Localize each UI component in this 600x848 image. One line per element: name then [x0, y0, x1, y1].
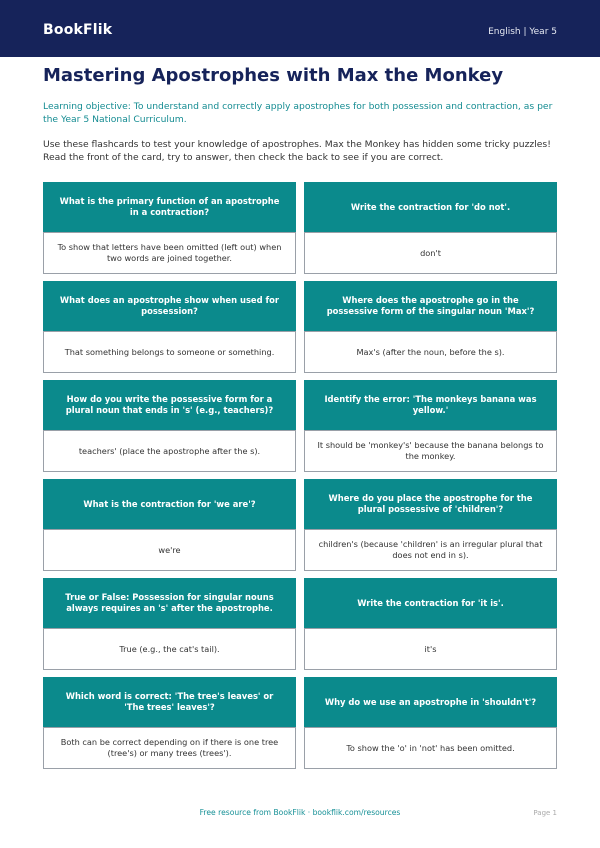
flashcard-back: To show that letters have been omitted (left out) when two words are joined together.	[43, 232, 296, 274]
footer-link[interactable]: Free resource from BookFlik · bookflik.com/resources	[199, 808, 401, 817]
flashcard-front: Which word is correct: 'The tree's leaves' or 'The trees' leaves'?	[43, 677, 296, 727]
flashcard	[304, 281, 557, 373]
flashcard	[43, 479, 296, 571]
flashcard-front: Identify the error: 'The monkeys banana was yellow.'	[304, 380, 557, 430]
brand-logo-text[interactable]: BookFlik	[43, 22, 113, 38]
flashcard-front: What is the primary function of an apostrophe in a contraction?	[43, 182, 296, 232]
flashcard	[43, 677, 296, 769]
flashcard-back: To show the 'o' in 'not' has been omitted.	[304, 727, 557, 769]
subject-year-label: English | Year 5	[488, 27, 557, 37]
learning-objective: Learning objective: To understand and correctly apply apostrophes for both possession and contraction, as per the Year 5 National Curriculum.	[43, 101, 553, 125]
flashcard-front: Write the contraction for 'it is'.	[304, 578, 557, 628]
flashcard-front: What is the contraction for 'we are'?	[43, 479, 296, 529]
flashcard-front: Why do we use an apostrophe in 'shouldn't'?	[304, 677, 557, 727]
flashcard-front: Write the contraction for 'do not'.	[304, 182, 557, 232]
flashcard	[304, 578, 557, 670]
flashcard-back: children's (because 'children' is an irregular plural that does not end in s).	[304, 529, 557, 571]
flashcard-back: Max's (after the noun, before the s).	[304, 331, 557, 373]
flashcard	[43, 281, 296, 373]
flashcard-back: it's	[304, 628, 557, 670]
flashcard	[304, 677, 557, 769]
flashcard-front: What does an apostrophe show when used for possession?	[43, 281, 296, 331]
flashcard-back: Both can be correct depending on if there is one tree (tree's) or many trees (trees').	[43, 727, 296, 769]
flashcard-grid	[43, 182, 557, 769]
flashcard-back: That something belongs to someone or something.	[43, 331, 296, 373]
flashcard-back: True (e.g., the cat's tail).	[43, 628, 296, 670]
flashcard	[43, 578, 296, 670]
flashcard	[304, 479, 557, 571]
flashcard	[304, 380, 557, 472]
flashcard	[43, 380, 296, 472]
page-number: Page 1	[533, 809, 557, 817]
flashcard	[304, 182, 557, 274]
top-header-bar	[0, 0, 600, 57]
page-title: Mastering Apostrophes with Max the Monkey	[43, 65, 504, 86]
flashcard-back: don't	[304, 232, 557, 274]
instructions-text: Use these flashcards to test your knowledge of apostrophes. Max the Monkey has hidden some tricky puzzles! Read the front of the card, try to answer, then check the back to see if you are correct.	[43, 139, 551, 163]
flashcard-back: teachers' (place the apostrophe after the s).	[43, 430, 296, 472]
flashcard-front: Where do you place the apostrophe for the plural possessive of 'children'?	[304, 479, 557, 529]
flashcard-front: True or False: Possession for singular nouns always requires an 's' after the apostrophe.	[43, 578, 296, 628]
flashcard-back: It should be 'monkey's' because the banana belongs to the monkey.	[304, 430, 557, 472]
flashcard-front: How do you write the possessive form for a plural noun that ends in 's' (e.g., teachers)?	[43, 380, 296, 430]
flashcard	[43, 182, 296, 274]
flashcard-back: we're	[43, 529, 296, 571]
flashcard-front: Where does the apostrophe go in the possessive form of the singular noun 'Max'?	[304, 281, 557, 331]
